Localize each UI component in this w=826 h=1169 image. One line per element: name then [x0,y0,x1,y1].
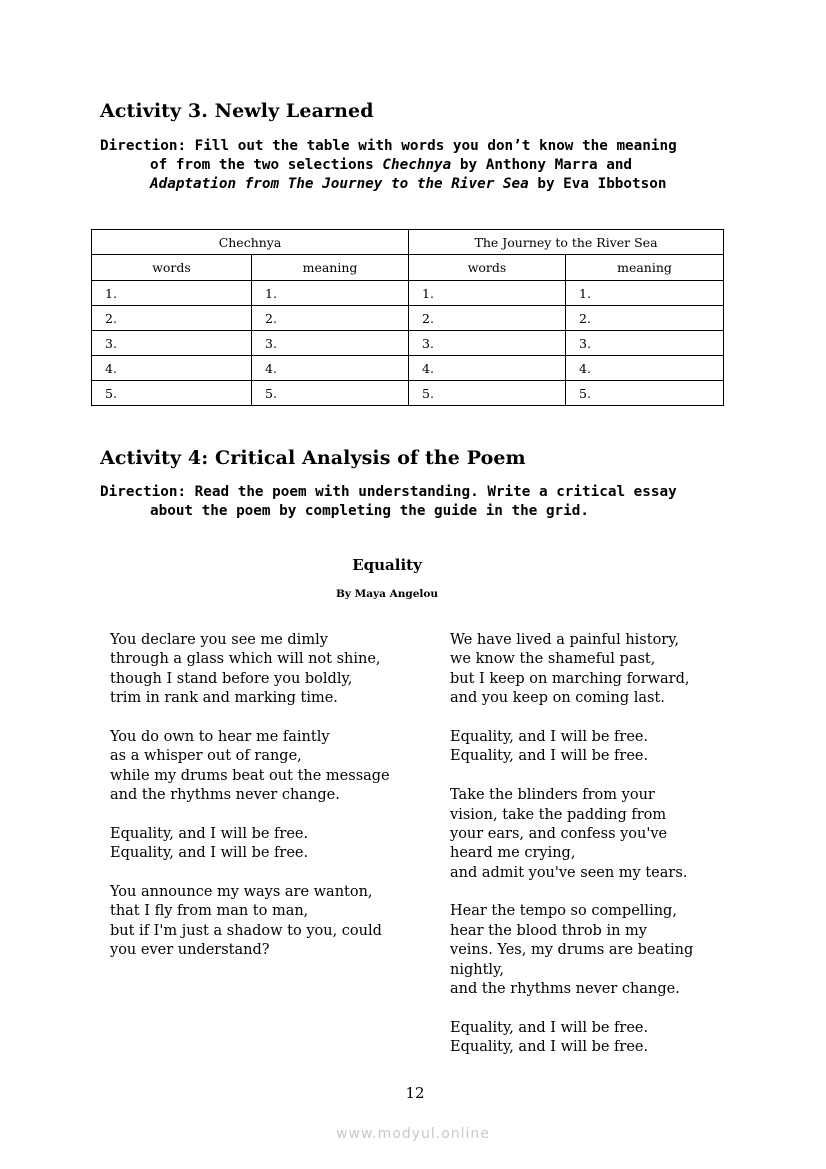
table-cell: 2. [566,306,724,331]
table-cell: 1. [566,281,724,306]
poem-left-column [110,631,390,980]
poem-title: Equality [352,556,422,574]
poem-line: though I stand before you boldly, [110,670,353,687]
table-cell: 1. [409,281,566,306]
poem-line: Take the blinders from your [450,787,655,804]
poem-author: By Maya Angelou [335,588,439,600]
table-cell: 5. [252,381,409,406]
table-cell: 5. [409,381,566,406]
activity4-heading: Activity 4: Critical Analysis of the Poem [100,447,526,469]
page-number: 12 [405,1084,425,1102]
poem-line: and you keep on coming last. [450,690,665,707]
poem-line: vision, take the padding from [450,806,667,823]
poem-line: but I keep on marching forward, [450,670,690,687]
poem-stanza [450,728,693,767]
poem-right-column [450,631,693,1077]
poem-line: Equality, and I will be free. [450,748,649,765]
poem-line: trim in rank and marking time. [110,690,338,707]
activity3-direction-line1: Direction: Fill out the table with words you don’t know the meaning [100,138,677,154]
column-header-meaning: meaning [566,255,724,281]
activity3-direction-line3: Adaptation from The Journey to the River Sea by Eva Ibbotson [150,176,667,192]
poem-line: Equality, and I will be free. [110,825,309,842]
table-row [92,356,724,381]
column-header-words: words [409,255,566,281]
column-header-meaning: meaning [252,255,409,281]
poem-line: nightly, [450,961,504,978]
table-row [92,281,724,306]
poem-line: You announce my ways are wanton, [110,884,373,901]
table-cell: 4. [409,356,566,381]
activity3-heading: Activity 3. Newly Learned [100,100,374,122]
poem-line: veins. Yes, my drums are beating [450,942,694,959]
table-cell: 2. [92,306,252,331]
group-header-chechnya: Chechnya [92,230,409,255]
poem-line: that I fly from man to man, [110,903,309,920]
vocabulary-table [91,229,724,406]
activity4-direction-line2: about the poem by completing the guide in the grid. [150,503,589,519]
table-cell: 2. [252,306,409,331]
poem-stanza [450,786,693,883]
activity4-direction-line1: Direction: Read the poem with understanding. Write a critical essay [100,484,677,500]
poem-line: You declare you see me dimly [110,632,328,648]
table-cell: 3. [566,331,724,356]
poem-line: Hear the tempo so compelling, [450,903,677,920]
group-header-river-sea: The Journey to the River Sea [409,230,724,255]
table-row [92,331,724,356]
poem-stanza [110,825,390,864]
poem-stanza [450,1019,693,1058]
table-row [92,381,724,406]
poem-stanza [110,883,390,961]
poem-line: but if I'm just a shadow to you, could [110,922,382,939]
table-cell: 5. [566,381,724,406]
activity4-direction [100,483,677,521]
poem-line: Equality, and I will be free. [110,845,309,862]
table-cell: 1. [252,281,409,306]
poem-line: and the rhythms never change. [110,787,340,804]
column-header-words: words [92,255,252,281]
poem-line: Equality, and I will be free. [450,1019,649,1036]
poem-line: hear the blood throb in my [450,922,647,939]
poem-line: while my drums beat out the message [110,767,390,784]
poem-line: through a glass which will not shine, [110,651,381,668]
table-cell: 3. [252,331,409,356]
poem-line: heard me crying, [450,845,576,862]
table-cell: 4. [92,356,252,381]
poem-stanza [450,631,693,709]
table-row [92,306,724,331]
table-cell: 1. [92,281,252,306]
table-cell: 2. [409,306,566,331]
table-cell: 3. [409,331,566,356]
footer-url: www.modyul.online [336,1126,490,1142]
poem-line: We have lived a painful history, [450,632,680,648]
poem-line: and the rhythms never change. [450,981,680,998]
poem-line: You do own to hear me faintly [110,728,330,745]
table-cell: 4. [252,356,409,381]
poem-line: as a whisper out of range, [110,748,302,765]
poem-line: your ears, and confess you've [450,825,668,842]
poem-line: Equality, and I will be free. [450,728,649,745]
poem-stanza [110,728,390,806]
activity3-direction [100,137,677,194]
poem-line: you ever understand? [110,942,270,959]
table-cell: 5. [92,381,252,406]
table-cell: 3. [92,331,252,356]
poem-line: we know the shameful past, [450,651,656,668]
activity3-direction-line2: of from the two selections Chechnya by Anthony Marra and [150,157,633,173]
poem-stanza [110,631,390,709]
poem-stanza [450,902,693,999]
poem-line: and admit you've seen my tears. [450,864,688,881]
table-cell: 4. [566,356,724,381]
poem-line: Equality, and I will be free. [450,1039,649,1056]
